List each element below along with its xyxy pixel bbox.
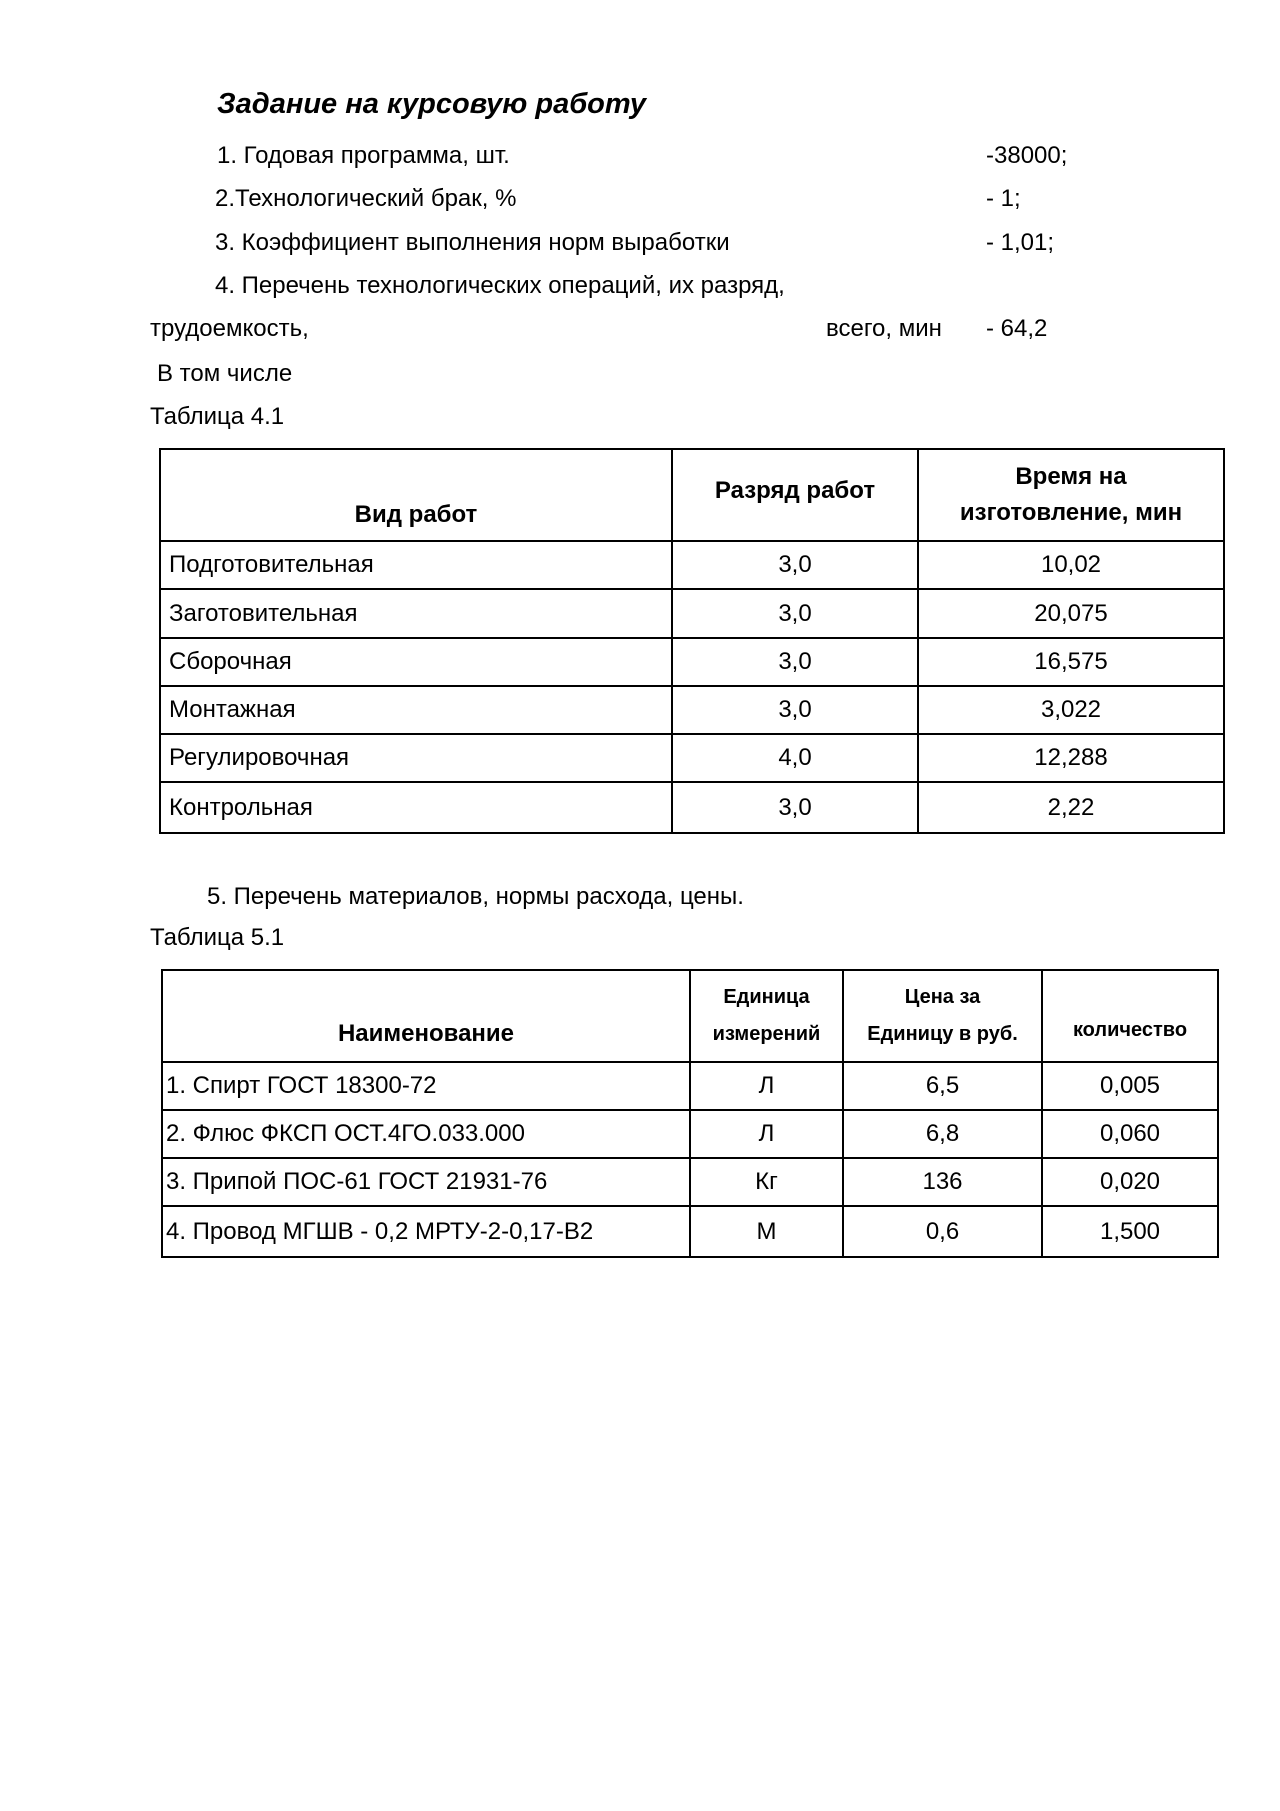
material-name: 1. Спирт ГОСТ 18300-72: [162, 1062, 690, 1110]
material-qty: 1,500: [1042, 1206, 1218, 1257]
header-time: [918, 449, 1224, 541]
operation-grade: 3,0: [672, 541, 918, 589]
header-qty: [1042, 970, 1218, 1062]
material-price: 136: [843, 1158, 1042, 1206]
operation-name: Подготовительная: [160, 541, 672, 589]
material-unit: Л: [690, 1062, 843, 1110]
material-unit: М: [690, 1206, 843, 1257]
table-row: [162, 1158, 1218, 1206]
operation-grade: 4,0: [672, 734, 918, 782]
header-unit-line2: измерений: [712, 1023, 821, 1045]
header-price-line2: Единицу в руб.: [867, 1023, 1018, 1045]
header-grade: [672, 449, 918, 541]
item-1-value: -38000;: [986, 142, 1068, 169]
operation-grade: 3,0: [672, 686, 918, 734]
operation-name: Контрольная: [160, 782, 672, 833]
material-name: 4. Провод МГШВ - 0,2 МРТУ-2-0,17-В2: [162, 1206, 690, 1257]
operation-name: Монтажная: [160, 686, 672, 734]
item-4-line2: трудоемкость,: [150, 315, 309, 342]
material-qty: 0,020: [1042, 1158, 1218, 1206]
material-name: 2. Флюс ФКСП ОСТ.4ГО.033.000: [162, 1110, 690, 1158]
page-title: Задание на курсовую работу: [217, 88, 647, 120]
table-1-caption: Таблица 4.1: [150, 403, 285, 430]
table-row: [160, 638, 1224, 686]
operation-grade: 3,0: [672, 782, 918, 833]
operation-grade: 3,0: [672, 589, 918, 638]
operation-name: Заготовительная: [160, 589, 672, 638]
header-qty-text: количество: [1072, 1018, 1188, 1041]
item-3-value: - 1,01;: [986, 229, 1055, 256]
material-qty: 0,060: [1042, 1110, 1218, 1158]
table-row: [160, 782, 1224, 833]
item-1-label: 1. Годовая программа, шт.: [217, 142, 510, 169]
table-row: [160, 541, 1224, 589]
operation-time: 12,288: [918, 734, 1224, 782]
materials-table: [161, 969, 1219, 1258]
table-row: [160, 734, 1224, 782]
header-work-type: [160, 449, 672, 541]
operation-time: 3,022: [918, 686, 1224, 734]
table-row: [162, 1110, 1218, 1158]
header-price: [843, 970, 1042, 1062]
item-5: 5. Перечень материалов, нормы расхода, цены.: [207, 883, 744, 910]
material-unit: Л: [690, 1110, 843, 1158]
material-name: 3. Припой ПОС-61 ГОСТ 21931-76: [162, 1158, 690, 1206]
operations-table-header: [160, 449, 1224, 541]
including-label: В том числе: [157, 360, 293, 387]
header-price-line1: Цена за: [904, 986, 981, 1008]
material-price: 6,5: [843, 1062, 1042, 1110]
header-time-line2: изготовление, мин: [959, 499, 1183, 526]
table-2-caption: Таблица 5.1: [150, 924, 285, 951]
material-qty: 0,005: [1042, 1062, 1218, 1110]
header-name: [162, 970, 690, 1062]
operation-time: 10,02: [918, 541, 1224, 589]
operation-time: 16,575: [918, 638, 1224, 686]
item-2-value: - 1;: [986, 185, 1021, 212]
table-row: [162, 1206, 1218, 1257]
item-4-line1: 4. Перечень технологических операций, их разряд,: [215, 272, 785, 299]
table-row: [160, 589, 1224, 638]
item-4-total-label: всего, мин: [826, 315, 942, 342]
operation-name: Регулировочная: [160, 734, 672, 782]
material-unit: Кг: [690, 1158, 843, 1206]
item-3-label: 3. Коэффициент выполнения норм выработки: [215, 229, 730, 256]
operation-name: Сборочная: [160, 638, 672, 686]
item-4-total-value: - 64,2: [986, 315, 1048, 342]
item-2-label: 2.Технологический брак, %: [215, 185, 517, 212]
header-unit-line1: Единица: [723, 986, 810, 1008]
table-row: [160, 686, 1224, 734]
operations-table: [159, 448, 1225, 834]
header-grade-text: Разряд работ: [714, 477, 876, 504]
operation-time: 20,075: [918, 589, 1224, 638]
header-time-line1: Время на: [1015, 463, 1127, 490]
operation-time: 2,22: [918, 782, 1224, 833]
operation-grade: 3,0: [672, 638, 918, 686]
table-row: [162, 1062, 1218, 1110]
header-work-type-text: Вид работ: [354, 501, 478, 528]
header-name-text: Наименование: [337, 1020, 515, 1047]
material-price: 0,6: [843, 1206, 1042, 1257]
materials-table-header: [162, 970, 1218, 1062]
material-price: 6,8: [843, 1110, 1042, 1158]
header-unit: [690, 970, 843, 1062]
